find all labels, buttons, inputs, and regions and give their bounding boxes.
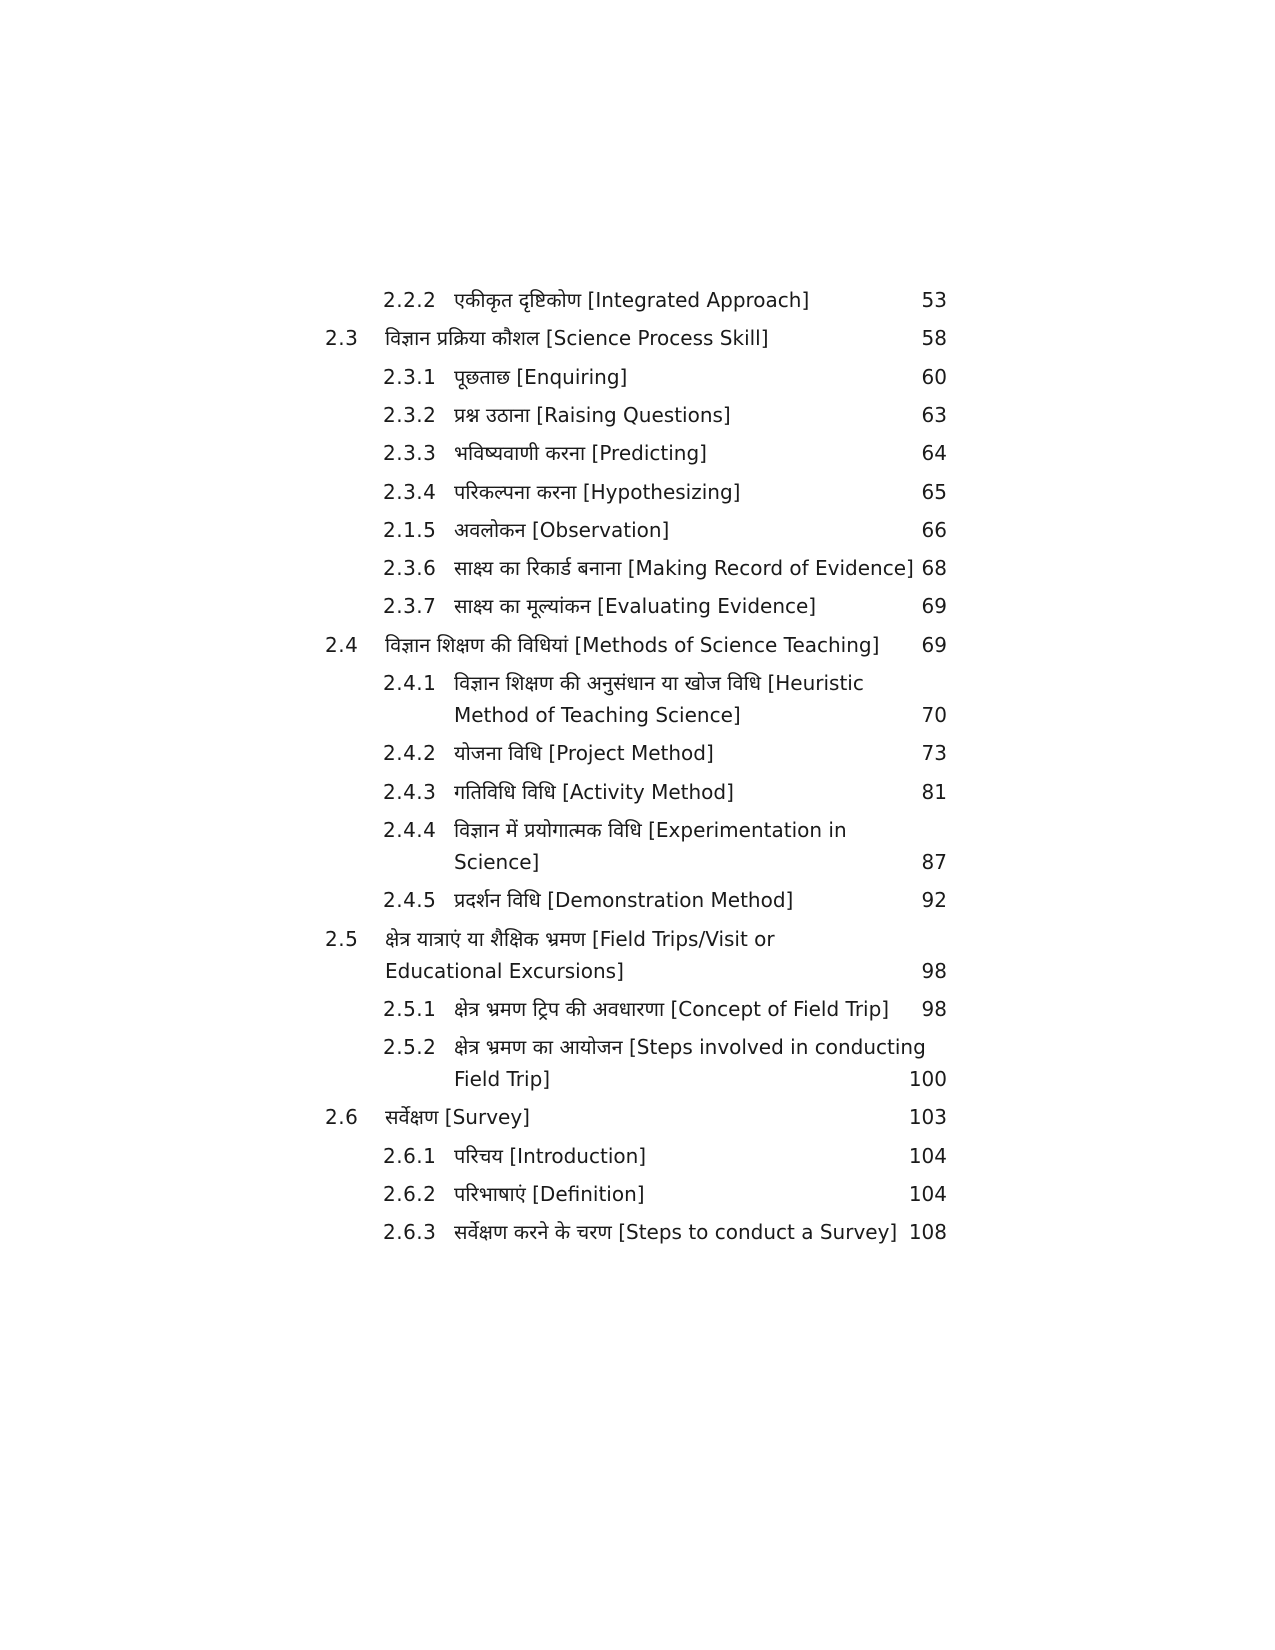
toc-entry-title: क्षेत्र यात्राएं या शैक्षिक भ्रमण [Field Trips/Visit or xyxy=(385,926,775,951)
toc-entry-number: 2.4 xyxy=(325,632,359,657)
toc-entry-title: विज्ञान में प्रयोगात्मक विधि [Experimentation in xyxy=(454,817,847,842)
toc-entry-number: 2.5 xyxy=(325,926,359,951)
toc-entry-number: 2.3.4 xyxy=(383,479,437,504)
toc-entry-number: 2.3.6 xyxy=(383,556,437,581)
toc-entry-page-number: 58 xyxy=(921,326,947,351)
toc-entry-number: 2.3.7 xyxy=(383,594,437,619)
toc-entry-number: 2.6.1 xyxy=(383,1143,437,1168)
toc-entry-number: 2.3.3 xyxy=(383,441,437,466)
toc-entry-title: क्षेत्र भ्रमण का आयोजन [Steps involved in conducting xyxy=(454,1035,926,1060)
toc-entry-number: 2.5.2 xyxy=(383,1035,437,1060)
toc-entry-number: 2.3.2 xyxy=(383,402,437,427)
toc-entry-page-number: 98 xyxy=(921,996,947,1021)
toc-entry-title: Method of Teaching Science] xyxy=(454,703,741,727)
toc-entry-number: 2.6.3 xyxy=(383,1220,437,1245)
toc-entry-number: 2.3.1 xyxy=(383,364,437,389)
toc-entry-page-number: 64 xyxy=(921,441,947,466)
toc-entry-title: योजना विधि [Project Method] xyxy=(454,741,714,766)
toc-entry-title: विज्ञान प्रक्रिया कौशल [Science Process Skill] xyxy=(385,326,769,351)
toc-entry-number: 2.3 xyxy=(325,326,359,351)
toc-entry-page-number: 104 xyxy=(908,1143,947,1168)
toc-entry-page-number: 69 xyxy=(921,594,947,619)
toc-entry-page-number: 81 xyxy=(921,779,947,804)
toc-entry-page-number: 98 xyxy=(921,958,947,983)
toc-entry-number: 2.6.2 xyxy=(383,1182,437,1206)
toc-entry-number: 2.1.5 xyxy=(383,517,437,542)
toc-entry-page-number: 68 xyxy=(921,556,947,581)
toc-entry-page-number: 73 xyxy=(921,741,947,766)
toc-entry-title: Science] xyxy=(454,849,540,874)
toc-entry-page-number: 103 xyxy=(908,1105,947,1130)
toc-entry-title: सर्वेक्षण [Survey] xyxy=(385,1105,530,1130)
toc-entry-page-number: 53 xyxy=(921,288,947,312)
toc-entry-title: विज्ञान शिक्षण की विधियां [Methods of Science Teaching] xyxy=(385,632,880,657)
toc-entry-number: 2.2.2 xyxy=(383,288,437,312)
toc-entry-title: Educational Excursions] xyxy=(385,958,624,983)
toc-entry-number: 2.4.2 xyxy=(383,741,437,766)
toc-entry-title: परिभाषाएं [Definition] xyxy=(454,1182,645,1206)
toc-entry-title: सर्वेक्षण करने के चरण [Steps to conduct a Survey] xyxy=(454,1220,898,1245)
toc-entry-title: अवलोकन [Observation] xyxy=(454,517,670,542)
toc-entry-number: 2.4.3 xyxy=(383,779,437,804)
toc-entry-number: 2.6 xyxy=(325,1105,359,1130)
toc-entry-title: पूछताछ [Enquiring] xyxy=(454,364,628,389)
toc-entry-title: Field Trip] xyxy=(454,1067,551,1092)
toc-entry-page-number: 60 xyxy=(921,364,947,389)
toc-entry-title: परिचय [Introduction] xyxy=(454,1143,647,1168)
toc-entry-page-number: 69 xyxy=(921,632,947,657)
toc-entry-page-number: 100 xyxy=(908,1067,947,1092)
toc-entry-title: प्रदर्शन विधि [Demonstration Method] xyxy=(454,888,794,913)
toc-entry-page-number: 87 xyxy=(921,849,947,874)
toc-entry-title: एकीकृत दृष्टिकोण [Integrated Approach] xyxy=(454,288,810,312)
toc-entry-title: क्षेत्र भ्रमण ट्रिप की अवधारणा [Concept of Field Trip] xyxy=(454,996,890,1021)
toc-entry-page-number: 70 xyxy=(921,703,947,727)
toc-entry-title: परिकल्पना करना [Hypothesizing] xyxy=(454,479,741,504)
toc-entry-title: विज्ञान शिक्षण की अनुसंधान या खोज विधि [Heuristic xyxy=(454,671,864,695)
toc-entry-page-number: 92 xyxy=(921,888,947,913)
toc-entry-number: 2.4.4 xyxy=(383,817,437,842)
toc-entry-page-number: 65 xyxy=(921,479,947,504)
toc-entry-title: साक्ष्य का मूल्यांकन [Evaluating Evidence] xyxy=(454,594,817,619)
toc-entry-number: 2.4.1 xyxy=(383,671,437,695)
toc-entry-page-number: 108 xyxy=(908,1220,947,1245)
toc-entry-number: 2.4.5 xyxy=(383,888,437,913)
toc-entry-title: गतिविधि विधि [Activity Method] xyxy=(454,779,734,804)
toc-entry-number: 2.5.1 xyxy=(383,996,437,1021)
toc-entry-title: भविष्यवाणी करना [Predicting] xyxy=(454,441,707,466)
toc-entry-title: प्रश्न उठाना [Raising Questions] xyxy=(454,402,731,427)
toc-entry-page-number: 104 xyxy=(908,1182,947,1206)
toc-entry-title: साक्ष्य का रिकार्ड बनाना [Making Record of Evidence] xyxy=(454,556,914,581)
toc-entry-page-number: 63 xyxy=(921,402,947,427)
toc-entry-page-number: 66 xyxy=(921,517,947,542)
